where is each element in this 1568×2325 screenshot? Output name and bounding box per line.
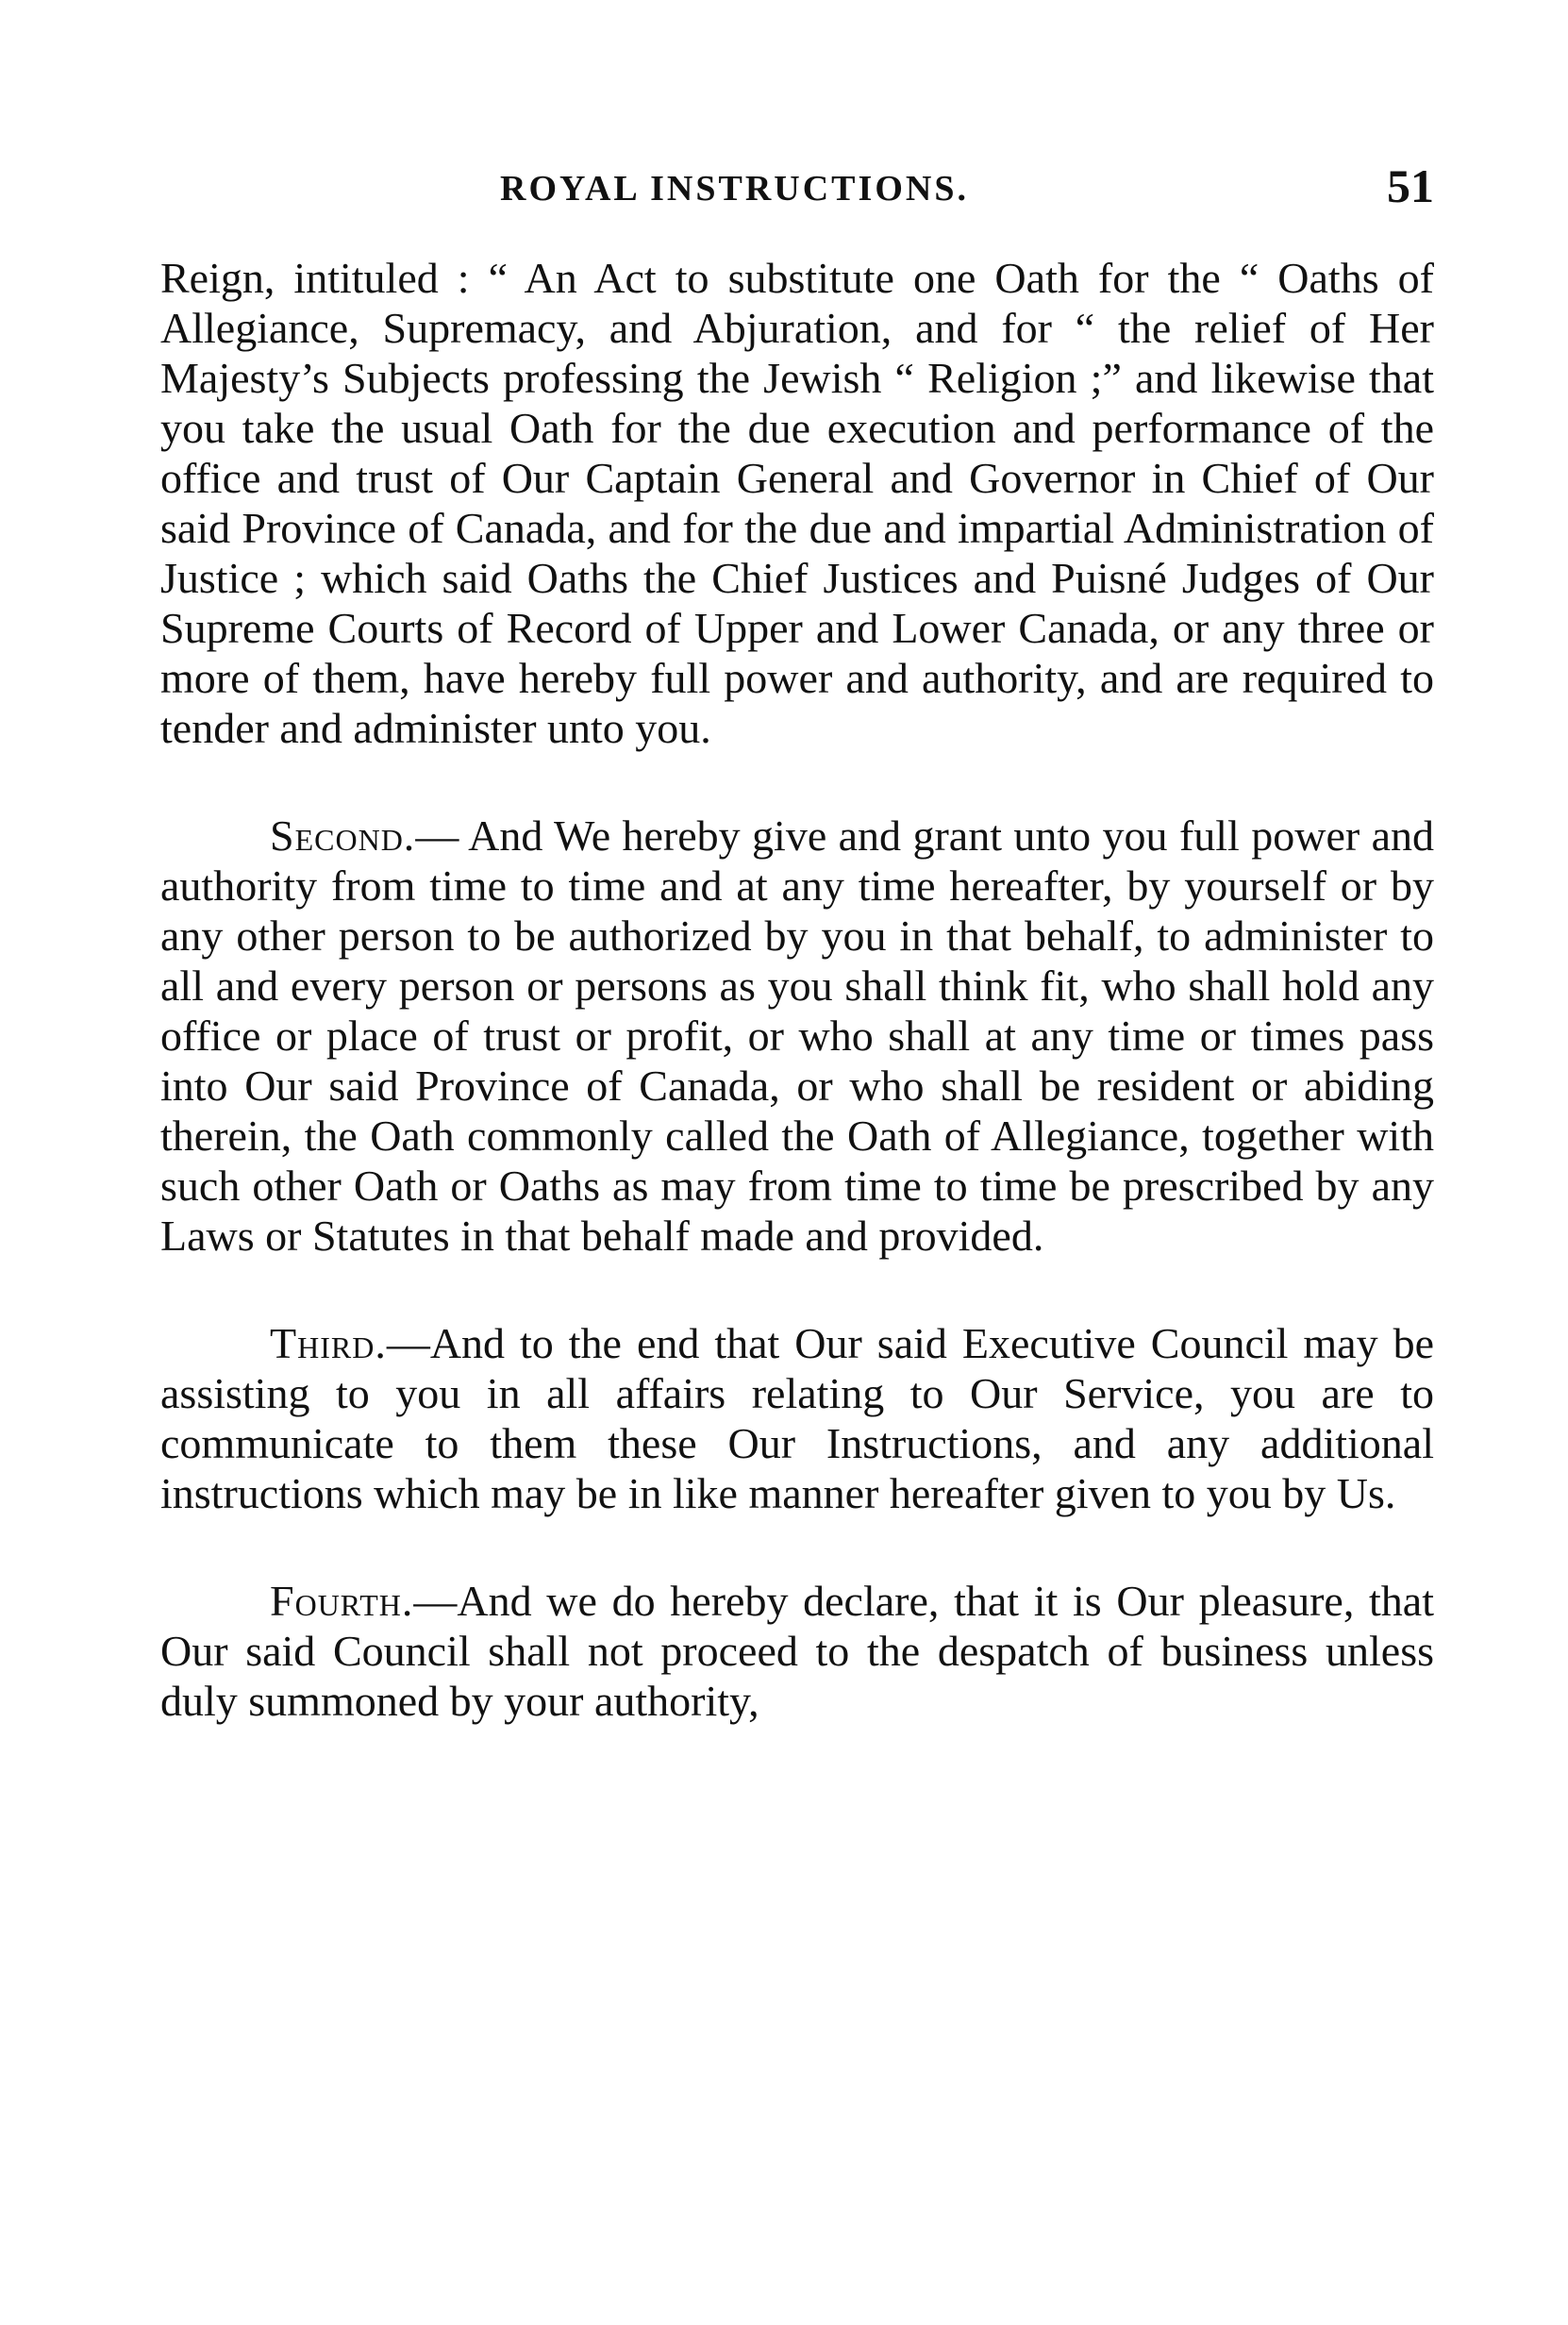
paragraph-fourth (160, 1576, 1434, 1726)
paragraph-third (160, 1318, 1434, 1518)
section-lead-second: Second. (270, 811, 416, 860)
section-lead-third: Third. (270, 1319, 387, 1367)
paragraph-reign (160, 253, 1434, 753)
paragraph-text: Reign, intituled : “ An Act to substitute one Oath for the “ Oaths of Allegiance, Supremacy, and Abjuration, and for “ the relief of Her Majesty’s Subjects professing the Jewish “ Religion ;” and likewise that you take the usual Oath for the due execution and performance of the office and trust of Our Captain General and Governor in Chief of Our said Province of Canada, and for the due and impartial Administration of Justice ; which said Oaths the Chief Justices and Puisné Judges of Our Supreme Courts of Record of Upper and Lower Canada, or any three or more of them, have hereby full power and authority, and are required to tender and administer unto you. (160, 254, 1434, 752)
running-head (160, 159, 1434, 225)
body-text (160, 253, 1434, 1783)
running-title: ROYAL INSTRUCTIONS. (500, 169, 969, 209)
paragraph-text: —And we do hereby declare, that it is Our pleasure, that Our said Council shall not proceed to the despatch of business unless duly summoned by your authority, (160, 1577, 1434, 1725)
paragraph-text: — And We hereby give and grant unto you full power and authority from time to time and at any time hereafter, by yourself or by any other person to be authorized by you in that behalf, to administer to all and every person or persons as you shall think fit, who shall hold any office or place of trust or profit, or who shall at any time or times pass into Our said Province of Canada, or who shall be resident or abiding therein, the Oath commonly called the Oath of Allegiance, together with such other Oath or Oaths as may from time to time be prescribed by any Laws or Statutes in that behalf made and provided. (160, 811, 1434, 1260)
paragraph-second (160, 811, 1434, 1261)
paragraph-text: —And to the end that Our said Executive Council may be assisting to you in all affairs relating to Our Service, you are to communicate to them these Our Instructions, and any additional instructions which may be in like manner hereafter given to you by Us. (160, 1319, 1434, 1517)
page-number: 51 (1387, 159, 1434, 212)
section-lead-fourth: Fourth. (270, 1577, 414, 1625)
